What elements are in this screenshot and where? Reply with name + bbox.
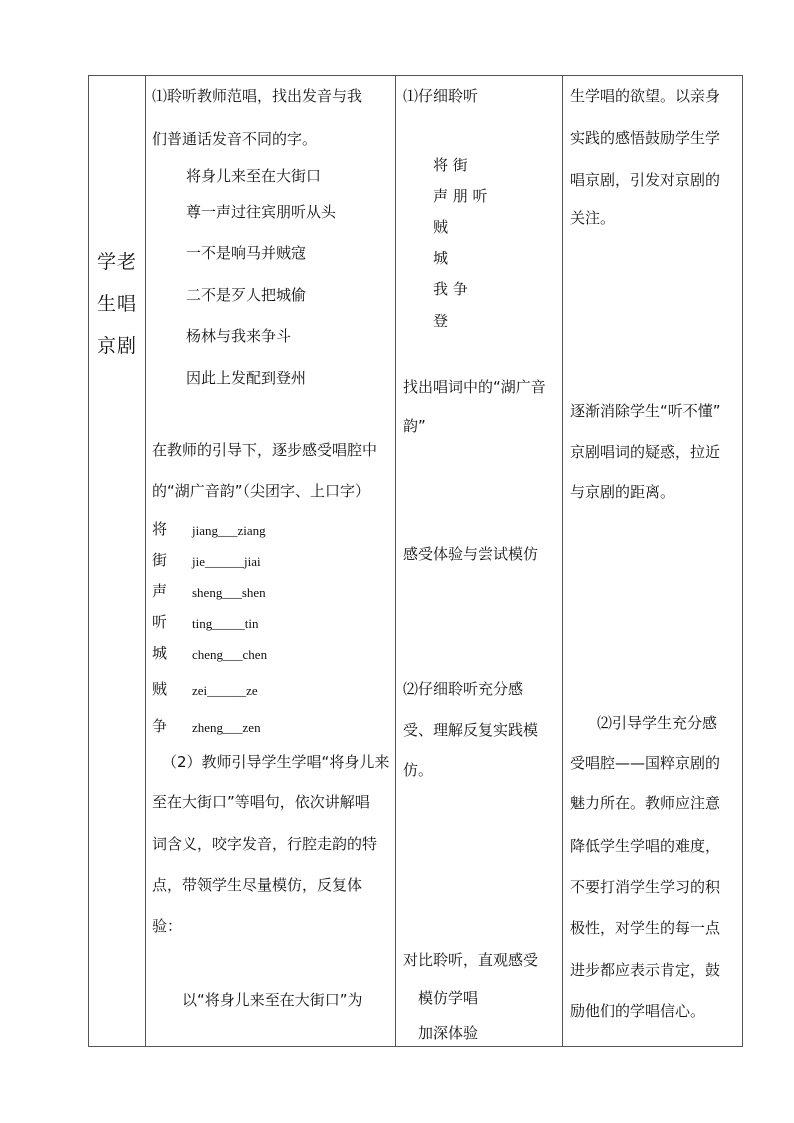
intent-text: 关注。	[570, 209, 616, 227]
intent-text: 生学唱的欲望。以亲身	[570, 87, 721, 105]
guide-text: 的“湖广音韵”（尖团字、上口字）	[152, 482, 371, 500]
pron-pinyin: sheng___shen	[192, 585, 266, 600]
section-cell	[89, 76, 145, 1046]
guide-text: 在教师的引导下，逐步感受唱腔中	[152, 441, 378, 459]
intent-text: 魅力所在。教师应注意	[570, 794, 721, 812]
pron-pinyin: zei______ze	[192, 683, 258, 698]
pron-char: 街	[152, 551, 168, 569]
step2-text: （2）教师引导学生学唱“将身儿来	[162, 753, 390, 771]
intent-text: ⑵引导学生充分感	[597, 714, 718, 732]
step2-text: 验：	[152, 917, 183, 935]
student-step1: ⑴仔细聆听	[403, 87, 479, 105]
char-row: 登	[433, 312, 449, 330]
lyric-line: 一不是响马并贼寇	[186, 244, 307, 262]
step2-text: 至在大街口”等唱句，依次讲解唱	[152, 793, 370, 811]
pron-pinyin: zheng___zen	[192, 720, 261, 735]
step2-text: 词含义，咬字发音，行腔走韵的特	[152, 835, 378, 853]
student-step2: 受、理解反复实践模	[403, 721, 539, 739]
pron-pinyin: jiang___ziang	[192, 523, 266, 538]
char-row: 将 街	[433, 156, 468, 174]
intent-text: 极性，对学生的每一点	[570, 919, 721, 937]
intent-text: 进步都应表示肯定，鼓	[570, 961, 721, 979]
step1-text: ⑴聆听教师范唱，找出发音与我	[152, 87, 363, 105]
find-text: 韵”	[403, 417, 426, 435]
compare-text: 对比聆听，直观感受	[403, 951, 539, 969]
imitate-text: 模仿学唱	[418, 989, 479, 1007]
intent-text: 励他们的学唱信心。	[570, 1002, 706, 1020]
lyric-line: 二不是歹人把城偷	[186, 286, 307, 304]
section-title-line: 京剧	[96, 335, 137, 357]
pron-char: 贼	[152, 680, 168, 698]
pron-char: 城	[152, 644, 168, 662]
intent-cell	[563, 76, 742, 1046]
pron-char: 声	[152, 582, 168, 600]
student-step2: 仿。	[403, 761, 434, 779]
lyric-line: 因此上发配到登州	[186, 369, 307, 387]
char-row: 声 朋 听	[433, 187, 488, 205]
feel-try-text: 感受体验与尝试模仿	[403, 545, 539, 563]
activity-cell	[146, 76, 395, 1046]
intent-text: 京剧唱词的疑惑，拉近	[570, 443, 721, 461]
section-title-line: 学老	[96, 251, 137, 273]
deepen-text: 加深体验	[418, 1024, 479, 1042]
lyric-line: 杨林与我来争斗	[186, 327, 292, 345]
pron-pinyin: jie______jiai	[192, 554, 261, 569]
intent-text: 不要打消学生学习的积	[570, 878, 721, 896]
pron-char: 听	[152, 613, 168, 631]
lyric-line: 将身儿来至在大街口	[186, 167, 322, 185]
intent-text: 降低学生学唱的难度，	[570, 837, 721, 855]
step1-text: 们普通话发音不同的字。	[152, 130, 318, 148]
pron-pinyin: cheng___chen	[192, 647, 268, 662]
intent-text: 逐渐消除学生“听不懂”	[570, 402, 721, 420]
find-text: 找出唱词中的“湖广音	[403, 378, 546, 396]
intent-text: 受唱腔——国粹京剧的	[570, 754, 721, 772]
char-row: 我 争	[433, 280, 468, 298]
section-title-line: 生唱	[96, 293, 137, 315]
intent-text: 唱京剧，引发对京剧的	[570, 171, 721, 189]
pron-pinyin: ting_____tin	[192, 616, 259, 631]
lesson-table	[88, 75, 743, 1047]
char-row: 贼	[433, 218, 449, 236]
student-cell	[396, 76, 562, 1046]
step2-text: 点，带领学生尽量模仿，反复体	[152, 876, 363, 894]
example-text: 以“将身儿来至在大街口”为	[182, 991, 363, 1009]
lyric-line: 尊一声过往宾朋听从头	[186, 203, 337, 221]
intent-text: 实践的感悟鼓励学生学	[570, 129, 721, 147]
pron-char: 争	[152, 717, 168, 735]
student-step2: ⑵仔细聆听充分感	[403, 680, 524, 698]
intent-text: 与京剧的距离。	[570, 483, 676, 501]
pron-char: 将	[152, 520, 168, 538]
char-row: 城	[433, 249, 449, 267]
